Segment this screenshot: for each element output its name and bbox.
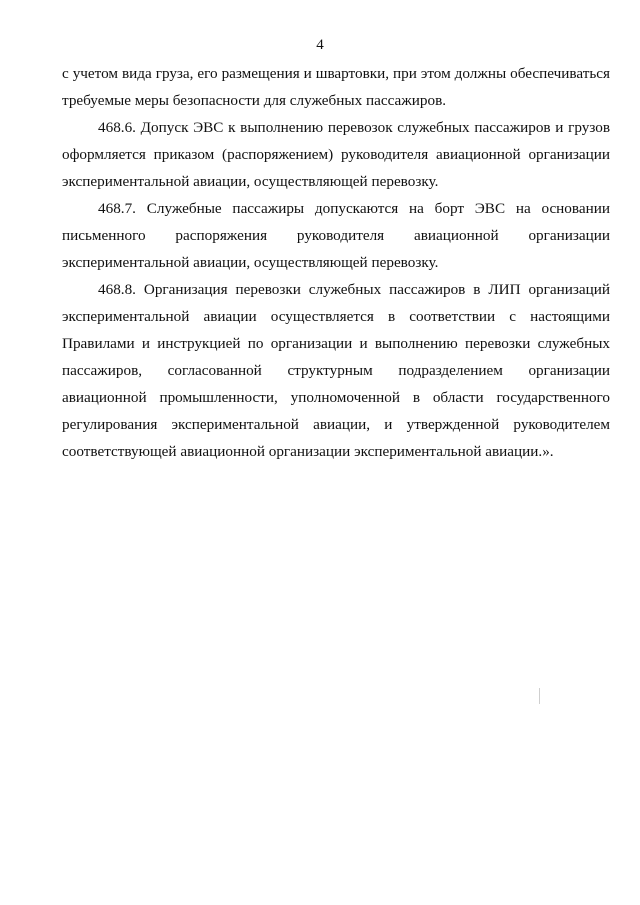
page-number: 4 bbox=[316, 37, 324, 53]
paragraph-continuation: с учетом вида груза, его размещения и швартовки, при этом должны обеспечиваться требуемые меры безопасности для служебных пассажиров. bbox=[62, 65, 610, 109]
document-body bbox=[62, 60, 610, 465]
paragraph-468-7: 468.7. Служебные пассажиры допускаются на борт ЭВС на основании письменного распоряжения руководителя авиационной организации экспериментальной авиации, осуществляющей перевозку. bbox=[62, 200, 610, 271]
scan-artifact-line bbox=[539, 688, 540, 704]
paragraph-468-8: 468.8. Организация перевозки служебных пассажиров в ЛИП организаций экспериментальной авиации осуществляется в соответствии с настоящими Правилами и инструкцией по организации и выполнению перевозки служебных пассажиров, согласованной структурным подразделением организации авиационной промышленности, уполномоченной в области государственного регулирования экспериментальной авиации, и утвержденной руководителем соответствующей авиационной организации экспериментальной авиации.». bbox=[62, 281, 610, 460]
paragraph-468-6: 468.6. Допуск ЭВС к выполнению перевозок служебных пассажиров и грузов оформляется приказом (распоряжением) руководителя авиационной организации экспериментальной авиации, осуществляющей перевозку. bbox=[62, 119, 610, 190]
